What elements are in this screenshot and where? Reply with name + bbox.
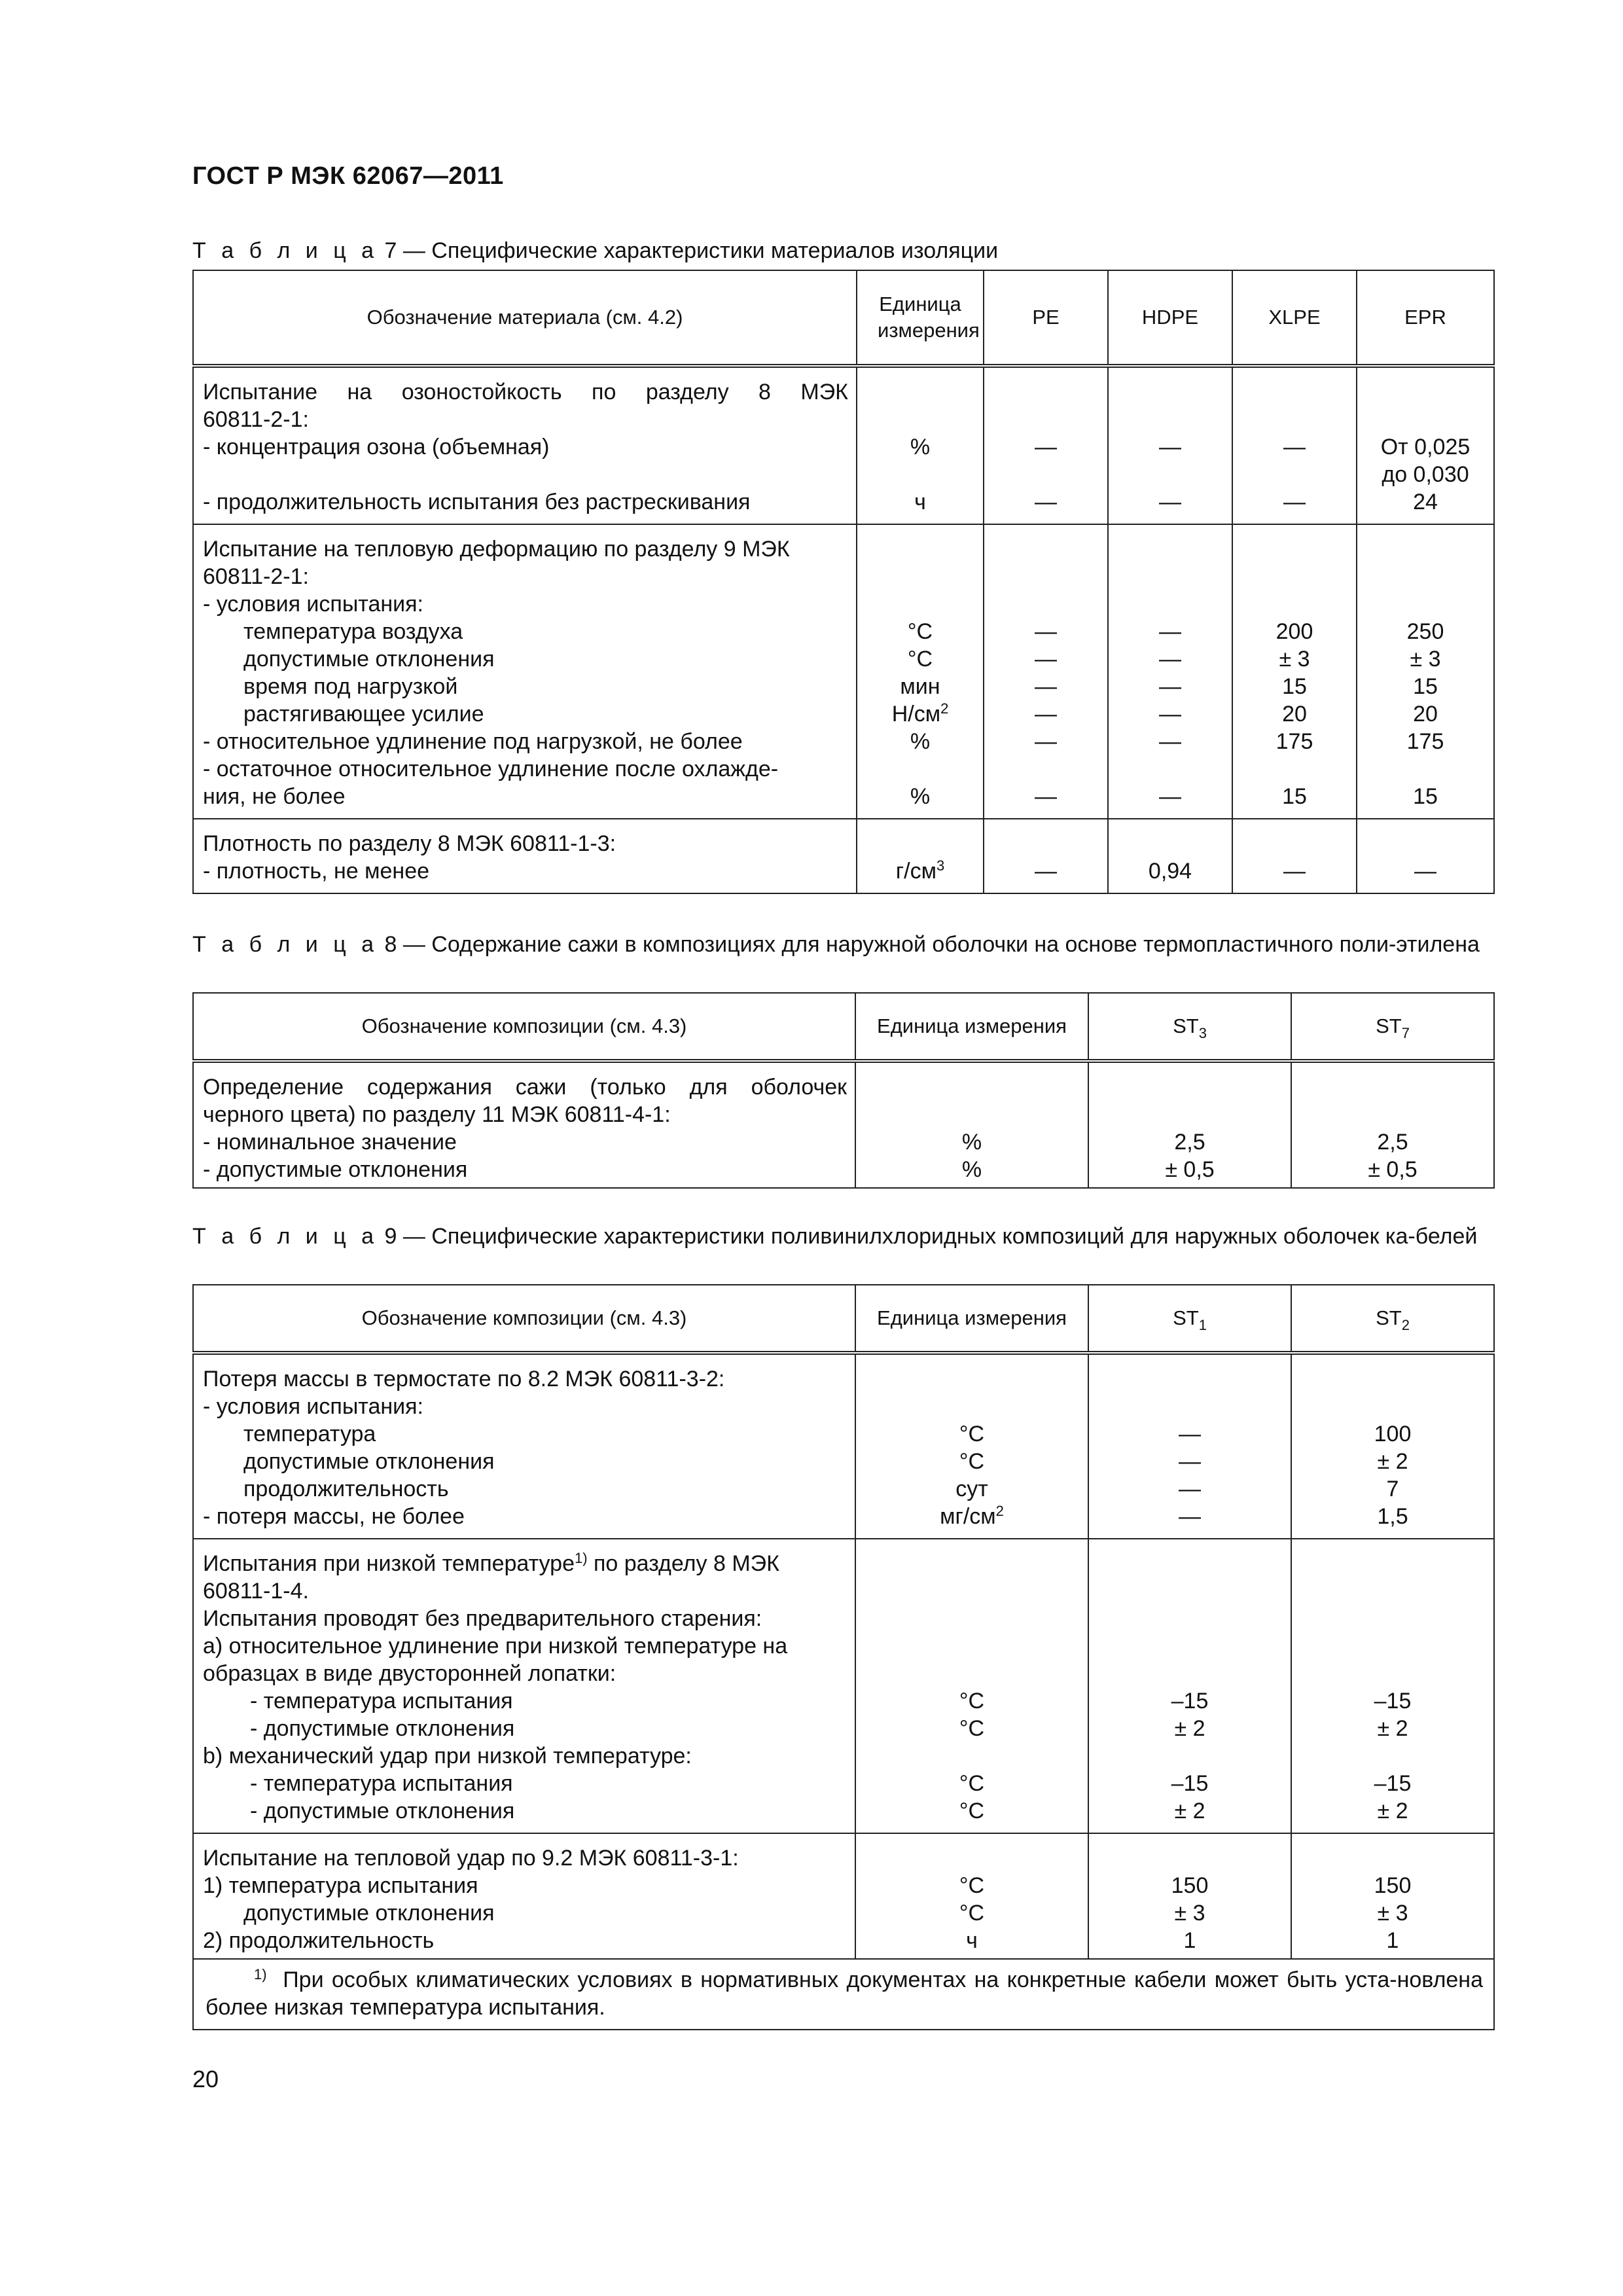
table8-header-st3: $ST_3$ <box>1088 993 1291 1061</box>
table9-caption-text: 9 — Специфические характеристики поливинилхлоридных композиций для наружных оболочек ка-белей <box>384 1224 1478 1249</box>
table8-header-st7: $ST_7$ <box>1291 993 1494 1061</box>
table9-header-st1: $ST_1$ <box>1088 1285 1291 1353</box>
table9-row-mass-loss-desc: Потеря массы в термостате по 8.2 МЭК 60811-3-2: - условия испытания: температура допустимые отклонения продолжительность - потеря массы, не более <box>193 1353 855 1539</box>
table8-caption <box>192 931 1495 958</box>
table8-row-soot <box>193 1061 1494 1188</box>
table9-header-st2: $ST_2$ <box>1291 1285 1494 1353</box>
table7-header-material: Обозначение материала (см. 4.2) <box>193 270 857 366</box>
table9-row-low-temp <box>193 1539 1494 1833</box>
table7-row-heat-epr: 250 ± 3 15 20 175 15 <box>1357 524 1494 819</box>
table9-row-mass-loss-st2: 100 ± 2 7 1,5 <box>1291 1353 1494 1539</box>
table9-row-mass-loss <box>193 1353 1494 1539</box>
table9-row-heat-shock-desc: Испытание на тепловой удар по 9.2 МЭК 60811-3-1: 1) температура испытания допустимые отклонения 2) продолжительность <box>193 1833 855 1959</box>
table7-row-density-epr: — <box>1357 819 1494 893</box>
table9 <box>192 1284 1495 2030</box>
footnote-mark: 1) <box>254 1966 267 1982</box>
table8-row-soot-desc: Определение содержания сажи (только для оболочек черного цвета) по разделу 11 МЭК 60811-4-1: - номинальное значение - допустимые отклонения <box>193 1061 855 1188</box>
table7-header-hdpe: HDPE <box>1108 270 1232 366</box>
table9-row-heat-shock <box>193 1833 1494 1959</box>
table9-row-heat-shock-st2: 150 ± 3 1 <box>1291 1833 1494 1959</box>
table7-row-density-pe: — <box>984 819 1108 893</box>
table7-header-pe: PE <box>984 270 1108 366</box>
table7-header-xlpe: XLPE <box>1232 270 1357 366</box>
table9-caption <box>192 1223 1495 1250</box>
table7-row-heat-desc: Испытание на тепловую деформацию по разделу 9 МЭК 60811-2-1: - условия испытания: температура воздуха допустимые отклонения время под нагрузкой растягивающее усилие - относительное удлинение под нагрузкой, не более - остаточное относительное удлинение после охлажде- ния, не более <box>193 524 857 819</box>
table7-row-density-desc: Плотность по разделу 8 МЭК 60811-1-3: - плотность, не менее <box>193 819 857 893</box>
table7-row-ozone-pe: — — <box>984 366 1108 524</box>
table7-caption-label: Т а б л и ц а <box>192 238 379 263</box>
table7-row-ozone-desc: Испытание на озоностойкость по разделу 8 МЭК 60811-2-1: - концентрация озона (объемная) - продолжительность испытания без растрескивания <box>193 366 857 524</box>
table9-header-unit: Единица измерения <box>855 1285 1088 1353</box>
table8-caption-label: Т а б л и ц а <box>192 932 379 957</box>
table7-row-heat-unit: °С °С мин $Н/см^2$ % % <box>857 524 984 819</box>
table7-header-epr: EPR <box>1357 270 1494 366</box>
footnote-ref: 1) <box>575 1550 588 1566</box>
table7-row-density-hdpe: 0,94 <box>1108 819 1232 893</box>
table7-row-ozone-epr: От 0,025 до 0,030 24 <box>1357 366 1494 524</box>
table8-row-soot-st7: 2,5 ± 0,5 <box>1291 1061 1494 1188</box>
table9-footnote-row <box>193 1959 1494 2030</box>
table7 <box>192 270 1495 894</box>
table8-caption-text: 8 — Содержание сажи в композициях для наружной оболочки на основе термопластичного поли-этилена <box>384 932 1480 957</box>
table7-row-ozone-unit: % ч <box>857 366 984 524</box>
table7-row-heat-deformation <box>193 524 1494 819</box>
table8 <box>192 992 1495 1189</box>
table9-row-low-temp-st2: –15 ± 2 –15 ± 2 <box>1291 1539 1494 1833</box>
table8-row-soot-unit: % % <box>855 1061 1088 1188</box>
table7-row-heat-xlpe: 200 ± 3 15 20 175 15 <box>1232 524 1357 819</box>
footnote-text: При особых климатических условиях в нормативных документах на конкретные кабели может быть уста-новлена более низкая температура испытания. <box>205 1967 1483 2020</box>
table8-header-composition: Обозначение композиции (см. 4.3) <box>193 993 855 1061</box>
table7-row-ozone <box>193 366 1494 524</box>
table7-row-heat-pe: — — — — — — <box>984 524 1108 819</box>
table7-row-density-unit: $г/см^3$ <box>857 819 984 893</box>
table8-header-unit: Единица измерения <box>855 993 1088 1061</box>
table7-caption-text: 7 — Специфические характеристики материалов изоляции <box>384 238 999 263</box>
table9-row-low-temp-desc: Испытания при низкой температуре$^{1)}$ по разделу 8 МЭК 60811-1-4. Испытания проводят без предварительного старения: а) относительное удлинение при низкой температуре на образцах в виде двусторонней лопатки: - температура испытания - допустимые отклонения b) механический удар при низкой температуре: - температура испытания - допустимые отклонения <box>193 1539 855 1833</box>
table7-header-unit: Единица измерения <box>857 270 984 366</box>
table7-row-density-xlpe: — <box>1232 819 1357 893</box>
table8-row-soot-st3: 2,5 ± 0,5 <box>1088 1061 1291 1188</box>
table7-row-density <box>193 819 1494 893</box>
table9-caption-label: Т а б л и ц а <box>192 1224 379 1249</box>
table7-row-ozone-xlpe: — — <box>1232 366 1357 524</box>
table7-caption <box>192 237 1495 264</box>
document-header: ГОСТ Р МЭК 62067—2011 <box>192 162 504 190</box>
table9-row-low-temp-st1: –15 ± 2 –15 ± 2 <box>1088 1539 1291 1833</box>
table9-row-low-temp-unit: °С °С °С °С <box>855 1539 1088 1833</box>
table7-row-heat-hdpe: — — — — — — <box>1108 524 1232 819</box>
table9-header-composition: Обозначение композиции (см. 4.3) <box>193 1285 855 1353</box>
table9-row-mass-loss-unit: °С °С сут $мг/см^2$ <box>855 1353 1088 1539</box>
table7-row-ozone-hdpe: — — <box>1108 366 1232 524</box>
table9-row-heat-shock-st1: 150 ± 3 1 <box>1088 1833 1291 1959</box>
page-number: 20 <box>192 2066 219 2092</box>
table9-row-mass-loss-st1: — — — — <box>1088 1353 1291 1539</box>
table9-footnote <box>193 1959 1494 2030</box>
table9-row-heat-shock-unit: °С °С ч <box>855 1833 1088 1959</box>
